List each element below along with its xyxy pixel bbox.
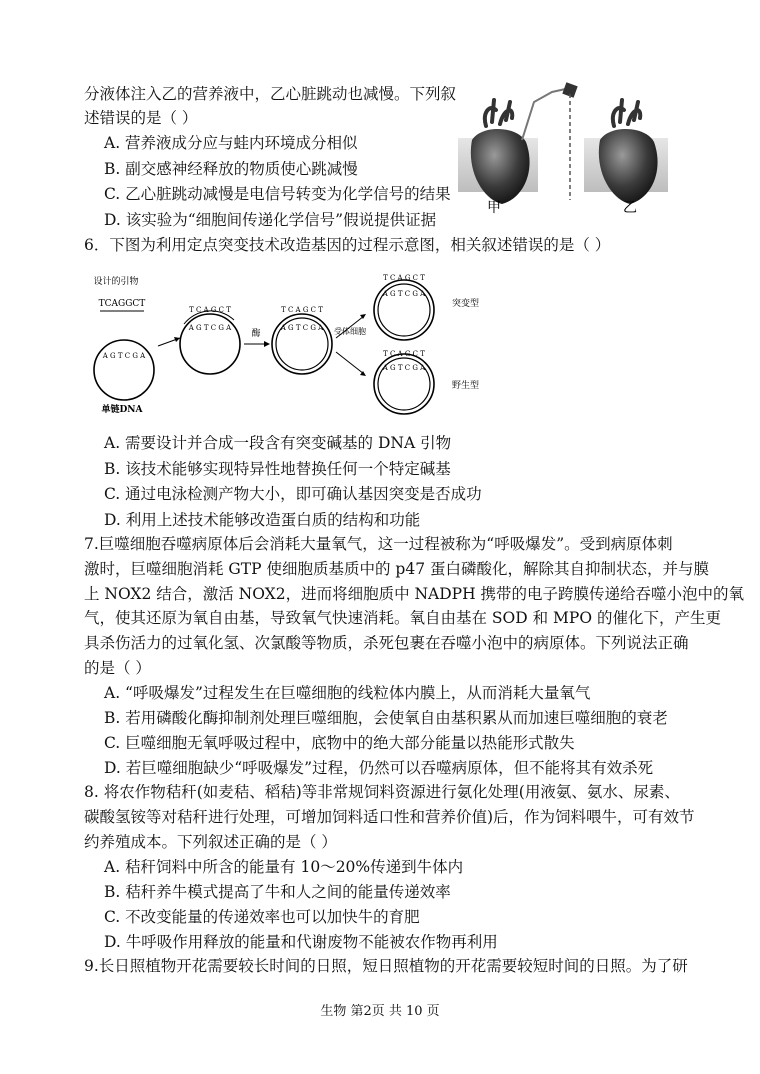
mutant-label: 突变型	[452, 299, 480, 309]
figure-label-jia: 甲	[487, 200, 501, 216]
q8-option-a: A. 秸秆饲料中所含的能量有 10～20%传递到牛体内	[104, 858, 464, 876]
q5-option-d: D. 该实验为“细胞间传递化学信号”假说提供证据	[104, 211, 437, 229]
svg-text:T C A G C T: T C A G C T	[281, 306, 323, 314]
q7-option-b: B. 若用磷酸化酶抑制剂处理巨噬细胞，会使氧自由基积累从而加速巨噬细胞的衰老	[104, 709, 668, 727]
enzyme-label: 酶	[251, 329, 261, 339]
q6-option-a: A. 需要设计并合成一段含有突变碱基的 DNA 引物	[104, 434, 452, 452]
q7-stem-line-6: 的是（ ）	[84, 659, 151, 677]
wild-label: 野生型	[452, 381, 480, 391]
ssdna-seq: A G T C G A	[102, 352, 146, 360]
q7-option-d: D. 若巨噬细胞缺少“呼吸爆发”过程，仍然可以吞噬病原体，但不能将其有效杀死	[104, 759, 654, 777]
svg-text:T C A G C T: T C A G C T	[383, 350, 425, 358]
q7-option-c: C. 巨噬细胞无氧呼吸过程中，底物中的绝大部分能量以热能形式散失	[104, 734, 575, 752]
q8-option-b: B. 秸秆养牛模式提高了牛和人之间的能量传递效率	[104, 883, 451, 901]
arrow-to-wild	[336, 352, 364, 374]
q5-option-a: A. 营养液成分应与蛙内环境成分相似	[104, 134, 358, 152]
svg-text:A G T C G A: A G T C G A	[382, 290, 426, 298]
q8-option-d: D. 牛呼吸作用释放的能量和代谢废物不能被农作物再利用	[104, 933, 498, 951]
q7-stem-line-2: 激时，巨噬细胞消耗 GTP 使细胞质基质中的 p47 蛋白磷酸化，解除其自抑制状态，并与膜	[84, 560, 710, 578]
q7-stem-line-5: 具杀伤活力的过氧化氢、次氯酸等物质，杀死包裹在吞噬小泡中的病原体。下列说法正确	[84, 634, 689, 652]
heart-experiment-figure	[452, 82, 678, 216]
q8-stem-line-1: 8. 将农作物秸秆(如麦秸、稻秸)等非常规饲料资源进行氨化处理(用液氨、氨水、尿素、	[84, 783, 680, 801]
q5-option-b: B. 副交感神经释放的物质使心跳减慢	[104, 160, 358, 178]
q7-stem-line-4: 气，使其还原为氧自由基，导致氧气快速消耗。氧自由基在 SOD 和 MPO 的催化下，产生更	[84, 609, 721, 627]
wild-outer-circle	[374, 354, 434, 414]
q6-stem: 6．下图为利用定点突变技术改造基因的过程示意图，相关叙述错误的是（ ）	[84, 236, 611, 254]
q8-option-c: C. 不改变能量的传递效率也可以加快牛的育肥	[104, 908, 420, 926]
q6-option-b: B. 该技术能够实现特异性地替换任何一个特定碱基	[104, 460, 451, 478]
svg-text:A G T C G A: A G T C G A	[382, 364, 426, 372]
pipette-tube	[522, 88, 570, 140]
q8-stem-line-3: 约养殖成本。下列叙述正确的是（ ）	[84, 833, 337, 851]
annealed-circle	[180, 314, 240, 374]
svg-text:T C A G C T: T C A G C T	[383, 274, 425, 282]
mutant-outer-circle	[374, 280, 434, 340]
q5-stem-line-2: 述错误的是（ ）	[84, 109, 198, 127]
site-directed-mutagenesis-diagram	[92, 272, 492, 424]
primer-sequence: TCAGGCT	[98, 299, 146, 309]
q7-option-a: A. “呼吸爆发”过程发生在巨噬细胞的线粒体内膜上，从而消耗大量氧气	[104, 684, 591, 702]
q6-option-c: C. 通过电泳检测产物大小，即可确认基因突变是否成功	[104, 485, 482, 503]
q7-stem-line-1: 7.巨噬细胞吞噬病原体后会消耗大量氧气，这一过程被称为“呼吸爆发”。受到病原体刺	[84, 535, 673, 553]
q9-stem: 9.长日照植物开花需要较长时间的日照，短日照植物的开花需要较短时间的日照。为了研	[84, 957, 688, 975]
ssdna-circle	[94, 340, 154, 400]
svg-text:A G T C G A: A G T C G A	[280, 324, 324, 332]
ssdna-label: 单链DNA	[101, 405, 143, 415]
q5-option-c: C. 乙心脏跳动减慢是电信号转变为化学信号的结果	[104, 185, 451, 203]
page-footer: 生物 第2页 共 10 页	[320, 1004, 440, 1019]
figure-label-yi: 乙	[623, 200, 637, 216]
host-cell-label: 受体细胞	[334, 327, 366, 336]
q7-stem-line-3: 上 NOX2 结合，激活 NOX2，进而将细胞质中 NADPH 携带的电子跨膜传递给吞噬小泡中的氧	[84, 585, 745, 603]
q8-stem-line-2: 碳酸氢铵等对秸秆进行处理，可增加饲料适口性和营养价值)后，作为饲料喂牛，可有效节	[84, 808, 695, 826]
q5-stem-line-1: 分液体注入乙的营养液中，乙心脏跳动也减慢。下列叙	[84, 85, 457, 103]
svg-text:A G T C G A: A G T C G A	[188, 324, 232, 332]
svg-text:T C A G C T: T C A G C T	[189, 306, 231, 314]
dsdna-outer-circle	[272, 314, 332, 374]
primer-title: 设计的引物	[93, 277, 139, 287]
q6-option-d: D. 利用上述技术能够改造蛋白质的结构和功能	[104, 511, 421, 529]
